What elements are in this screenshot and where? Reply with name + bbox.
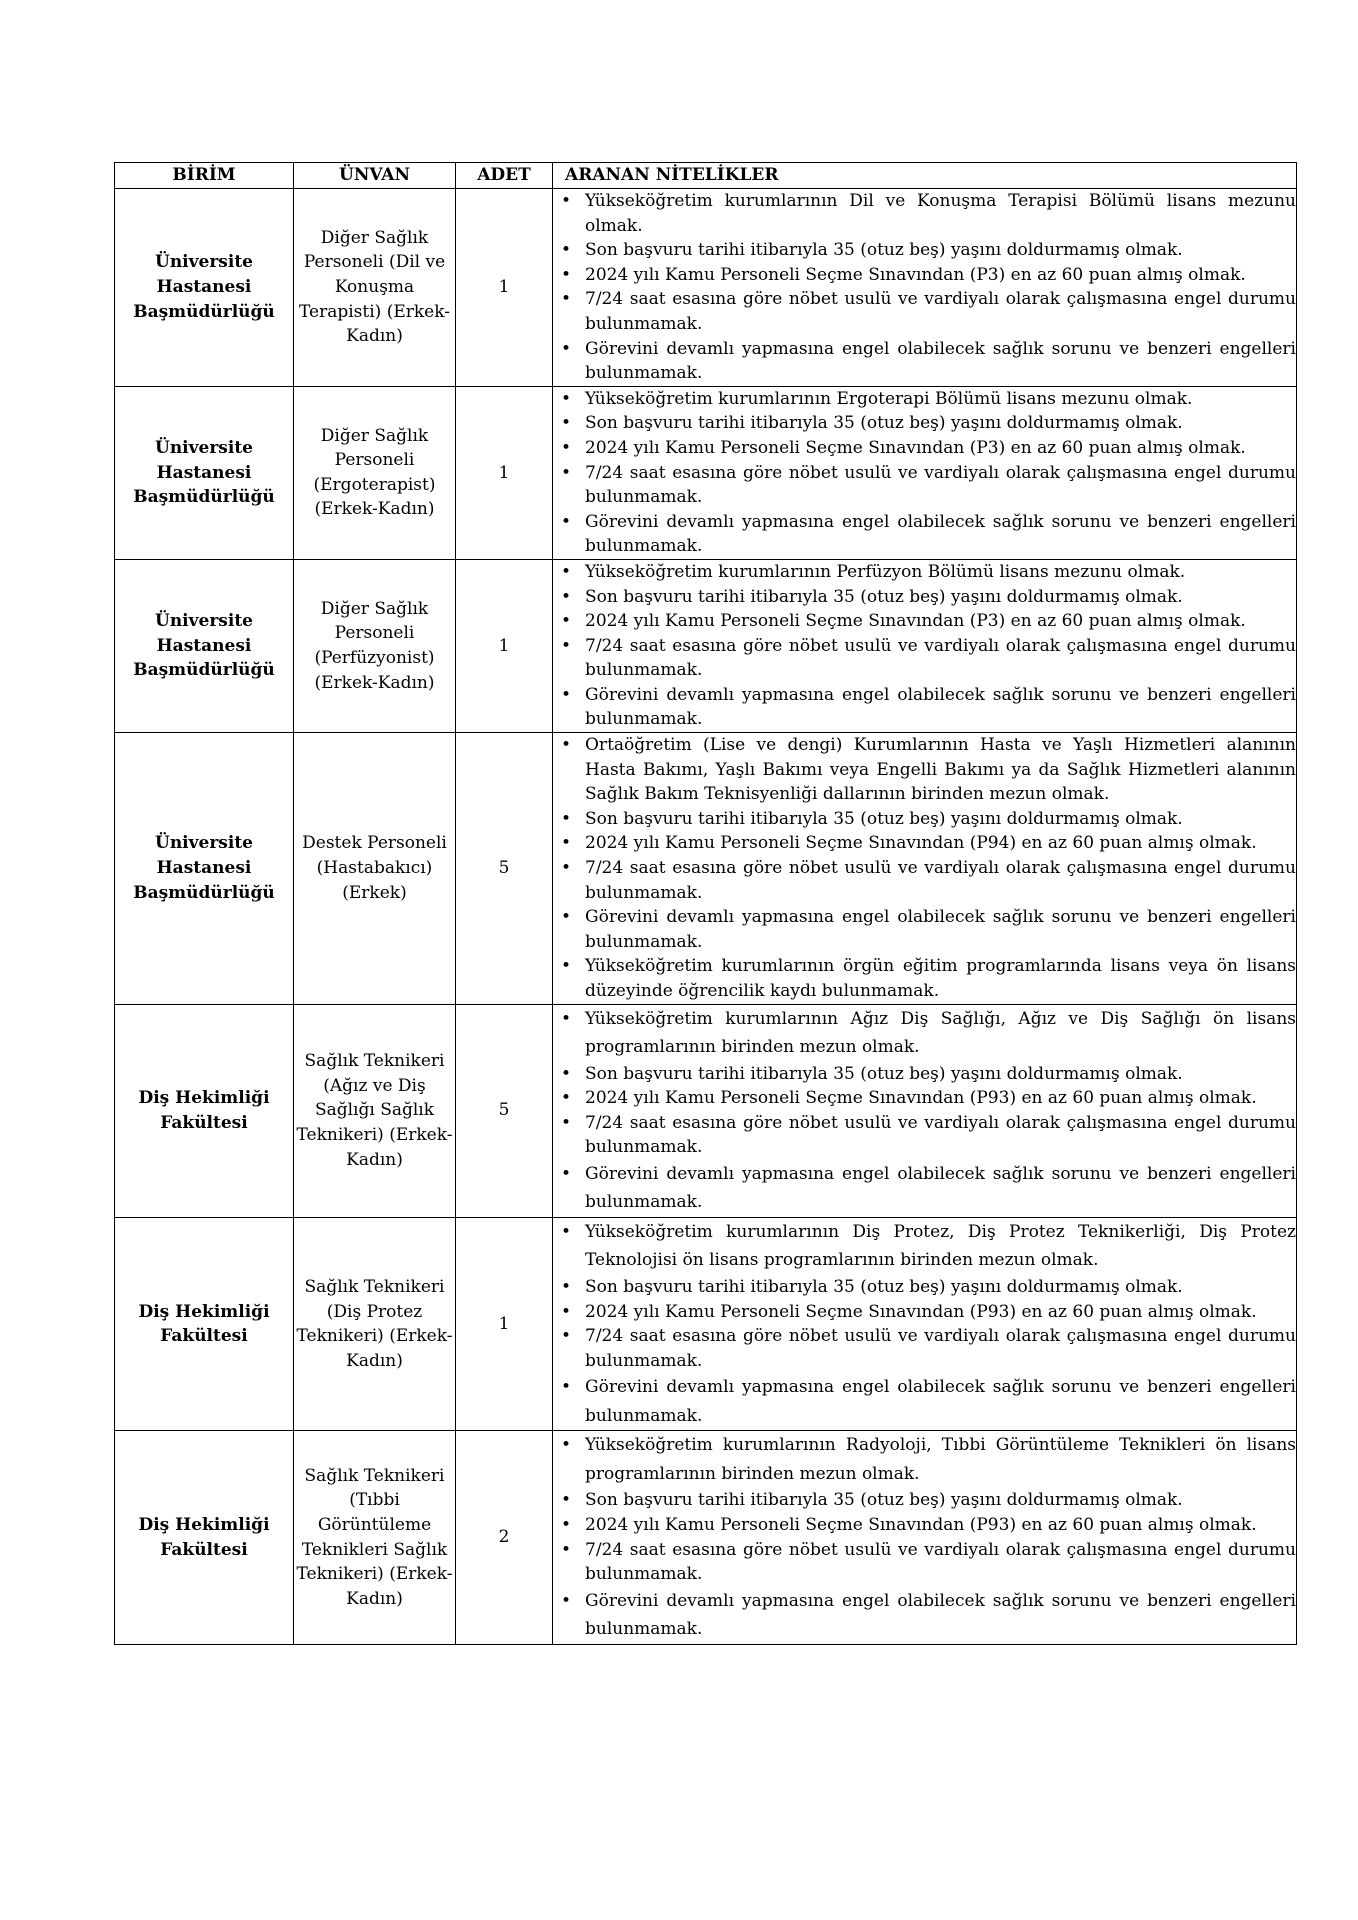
qualification-item: • Görevini devamlı yapmasına engel olabilecek sağlık sorunu ve benzeri engelleri bulunmamak. <box>553 1160 1296 1217</box>
qualification-item: • Yükseköğretim kurumlarının Ağız Diş Sağlığı, Ağız ve Diş Sağlığı ön lisans programlarının birinden mezun olmak. <box>553 1005 1296 1062</box>
qualification-item: • 2024 yılı Kamu Personeli Seçme Sınavından (P3) en az 60 puan almış olmak. <box>553 609 1296 634</box>
qualification-item: • Son başvuru tarihi itibarıyla 35 (otuz beş) yaşını doldurmamış olmak. <box>553 1275 1296 1300</box>
position-count: 1 <box>498 1313 510 1334</box>
qualification-item: • 2024 yılı Kamu Personeli Seçme Sınavından (P93) en az 60 puan almış olmak. <box>553 1086 1296 1111</box>
count-cell <box>456 189 553 387</box>
table-row <box>115 189 1297 387</box>
header-count: ADET <box>456 163 553 189</box>
table-row <box>115 733 1297 1005</box>
unit-cell <box>115 559 294 732</box>
qualification-item: • Yükseköğretim kurumlarının Radyoloji, Tıbbi Görüntüleme Teknikleri ön lisans programlarının birinden mezun olmak. <box>553 1431 1296 1488</box>
qualification-item: • 7/24 saat esasına göre nöbet usulü ve vardiyalı olarak çalışmasına engel durumu bulunmamak. <box>553 1111 1296 1160</box>
table-row <box>115 559 1297 732</box>
unit-name: Üniversite Hastanesi Başmüdürlüğü <box>133 437 275 508</box>
title-cell <box>294 1431 456 1644</box>
position-count: 1 <box>498 635 510 656</box>
qualification-item: • 7/24 saat esasına göre nöbet usulü ve vardiyalı olarak çalışmasına engel durumu bulunmamak. <box>553 1538 1296 1587</box>
qualification-item: • Görevini devamlı yapmasına engel olabilecek sağlık sorunu ve benzeri engelleri bulunmamak. <box>553 683 1296 732</box>
position-count: 2 <box>498 1527 510 1548</box>
position-count: 5 <box>498 858 510 879</box>
qualification-item: • 2024 yılı Kamu Personeli Seçme Sınavından (P93) en az 60 puan almış olmak. <box>553 1300 1296 1325</box>
unit-cell <box>115 1004 294 1217</box>
qualification-item: • Son başvuru tarihi itibarıyla 35 (otuz beş) yaşını doldurmamış olmak. <box>553 585 1296 610</box>
table-row <box>115 1217 1297 1430</box>
qualifications-list <box>553 1218 1296 1430</box>
unit-cell <box>115 386 294 559</box>
qualification-item: • Yükseköğretim kurumlarının örgün eğitim programlarında lisans veya ön lisans düzeyinde öğrencilik kaydı bulunmamak. <box>553 954 1296 1003</box>
unit-name: Üniversite Hastanesi Başmüdürlüğü <box>133 252 275 322</box>
qualifications-list <box>553 189 1296 386</box>
qualification-item: • 7/24 saat esasına göre nöbet usulü ve vardiyalı olarak çalışmasına engel durumu bulunmamak. <box>553 287 1296 336</box>
qualification-item: • Yükseköğretim kurumlarının Perfüzyon Bölümü lisans mezunu olmak. <box>553 560 1296 585</box>
qualification-item: • 2024 yılı Kamu Personeli Seçme Sınavından (P3) en az 60 puan almış olmak. <box>553 263 1296 288</box>
qualification-item: • Son başvuru tarihi itibarıyla 35 (otuz beş) yaşını doldurmamış olmak. <box>553 411 1296 436</box>
unit-cell <box>115 733 294 1005</box>
qualifications-cell <box>553 1217 1297 1430</box>
count-cell <box>456 733 553 1005</box>
header-unit: BİRİM <box>115 163 294 189</box>
qualifications-cell <box>553 189 1297 387</box>
count-cell <box>456 1217 553 1430</box>
position-title: Diğer Sağlık Personeli (Dil ve Konuşma Terapisti) (Erkek-Kadın) <box>299 227 450 347</box>
unit-cell <box>115 1217 294 1430</box>
header-title: ÜNVAN <box>294 163 456 189</box>
count-cell <box>456 386 553 559</box>
position-count: 1 <box>498 277 510 298</box>
table-header-row <box>115 163 1297 189</box>
qualification-item: • 2024 yılı Kamu Personeli Seçme Sınavından (P93) en az 60 puan almış olmak. <box>553 1513 1296 1538</box>
position-count: 1 <box>498 462 510 483</box>
qualification-item: • 7/24 saat esasına göre nöbet usulü ve vardiyalı olarak çalışmasına engel durumu bulunmamak. <box>553 1324 1296 1373</box>
title-cell <box>294 1217 456 1430</box>
qualifications-list <box>553 1431 1296 1643</box>
position-title: Destek Personeli (Hastabakıcı) (Erkek) <box>302 833 447 903</box>
qualification-item: • Son başvuru tarihi itibarıyla 35 (otuz beş) yaşını doldurmamış olmak. <box>553 807 1296 832</box>
qualifications-cell <box>553 559 1297 732</box>
qualification-item: • Görevini devamlı yapmasına engel olabilecek sağlık sorunu ve benzeri engelleri bulunmamak. <box>553 905 1296 954</box>
position-title: Sağlık Teknikeri (Tıbbi Görüntüleme Teknikleri Sağlık Teknikeri) (Erkek-Kadın) <box>296 1465 453 1609</box>
qualification-item: • 2024 yılı Kamu Personeli Seçme Sınavından (P3) en az 60 puan almış olmak. <box>553 436 1296 461</box>
qualification-item: • Yükseköğretim kurumlarının Dil ve Konuşma Terapisi Bölümü lisans mezunu olmak. <box>553 189 1296 238</box>
unit-cell <box>115 1431 294 1644</box>
title-cell <box>294 559 456 732</box>
title-cell <box>294 733 456 1005</box>
qualification-item: • Görevini devamlı yapmasına engel olabilecek sağlık sorunu ve benzeri engelleri bulunmamak. <box>553 337 1296 386</box>
unit-cell <box>115 189 294 387</box>
qualifications-cell <box>553 1004 1297 1217</box>
qualification-item: • Ortaöğretim (Lise ve dengi) Kurumlarının Hasta ve Yaşlı Hizmetleri alanının Hasta Bakımı, Yaşlı Bakımı veya Engelli Bakımı ya da Sağlık Hizmetleri alanının Sağlık Bakım Teknisyenliği dallarının birinden mezun olmak. <box>553 733 1296 807</box>
qualification-item: • Görevini devamlı yapmasına engel olabilecek sağlık sorunu ve benzeri engelleri bulunmamak. <box>553 1373 1296 1430</box>
unit-name: Diş Hekimliği Fakültesi <box>138 1301 270 1347</box>
qualification-item: • Görevini devamlı yapmasına engel olabilecek sağlık sorunu ve benzeri engelleri bulunmamak. <box>553 1587 1296 1644</box>
qualification-item: • Yükseköğretim kurumlarının Diş Protez, Diş Protez Teknikerliği, Diş Protez Teknolojisi ön lisans programlarının birinden mezun olmak. <box>553 1218 1296 1275</box>
qualifications-list <box>553 1005 1296 1217</box>
qualifications-cell <box>553 733 1297 1005</box>
unit-name: Diş Hekimliği Fakültesi <box>138 1514 270 1560</box>
qualification-item: • Son başvuru tarihi itibarıyla 35 (otuz beş) yaşını doldurmamış olmak. <box>553 238 1296 263</box>
position-count: 5 <box>498 1100 510 1121</box>
table-row <box>115 1431 1297 1644</box>
qualification-item: • Son başvuru tarihi itibarıyla 35 (otuz beş) yaşını doldurmamış olmak. <box>553 1062 1296 1087</box>
unit-name: Diş Hekimliği Fakültesi <box>138 1088 270 1133</box>
unit-name: Üniversite Hastanesi Başmüdürlüğü <box>133 833 275 903</box>
table-row <box>115 1004 1297 1217</box>
qualification-item: • 2024 yılı Kamu Personeli Seçme Sınavından (P94) en az 60 puan almış olmak. <box>553 831 1296 856</box>
requirements-table <box>114 162 1297 1645</box>
title-cell <box>294 386 456 559</box>
title-cell <box>294 1004 456 1217</box>
title-cell <box>294 189 456 387</box>
qualifications-list <box>553 560 1296 732</box>
count-cell <box>456 1431 553 1644</box>
qualifications-cell <box>553 1431 1297 1644</box>
count-cell <box>456 1004 553 1217</box>
qualifications-cell <box>553 386 1297 559</box>
unit-name: Üniversite Hastanesi Başmüdürlüğü <box>133 611 275 681</box>
qualification-item: • Yükseköğretim kurumlarının Ergoterapi Bölümü lisans mezunu olmak. <box>553 387 1296 412</box>
qualification-item: • 7/24 saat esasına göre nöbet usulü ve vardiyalı olarak çalışmasına engel durumu bulunmamak. <box>553 856 1296 905</box>
qualification-item: • 7/24 saat esasına göre nöbet usulü ve vardiyalı olarak çalışmasına engel durumu bulunmamak. <box>553 634 1296 683</box>
position-title: Diğer Sağlık Personeli (Perfüzyonist) (Erkek-Kadın) <box>314 598 435 693</box>
table-row <box>115 386 1297 559</box>
qualification-item: • Son başvuru tarihi itibarıyla 35 (otuz beş) yaşını doldurmamış olmak. <box>553 1488 1296 1513</box>
qualification-item: • Görevini devamlı yapmasına engel olabilecek sağlık sorunu ve benzeri engelleri bulunmamak. <box>553 510 1296 559</box>
qualifications-list <box>553 387 1296 559</box>
qualifications-list <box>553 733 1296 1004</box>
position-title: Sağlık Teknikeri (Ağız ve Diş Sağlığı Sağlık Teknikeri) (Erkek-Kadın) <box>296 1051 453 1170</box>
position-title: Sağlık Teknikeri (Diş Protez Teknikeri) (Erkek-Kadın) <box>296 1276 453 1371</box>
qualification-item: • 7/24 saat esasına göre nöbet usulü ve vardiyalı olarak çalışmasına engel durumu bulunmamak. <box>553 461 1296 510</box>
position-title: Diğer Sağlık Personeli (Ergoterapist) (Erkek-Kadın) <box>313 425 436 520</box>
count-cell <box>456 559 553 732</box>
header-qualifications: ARANAN NİTELİKLER <box>553 163 1297 189</box>
